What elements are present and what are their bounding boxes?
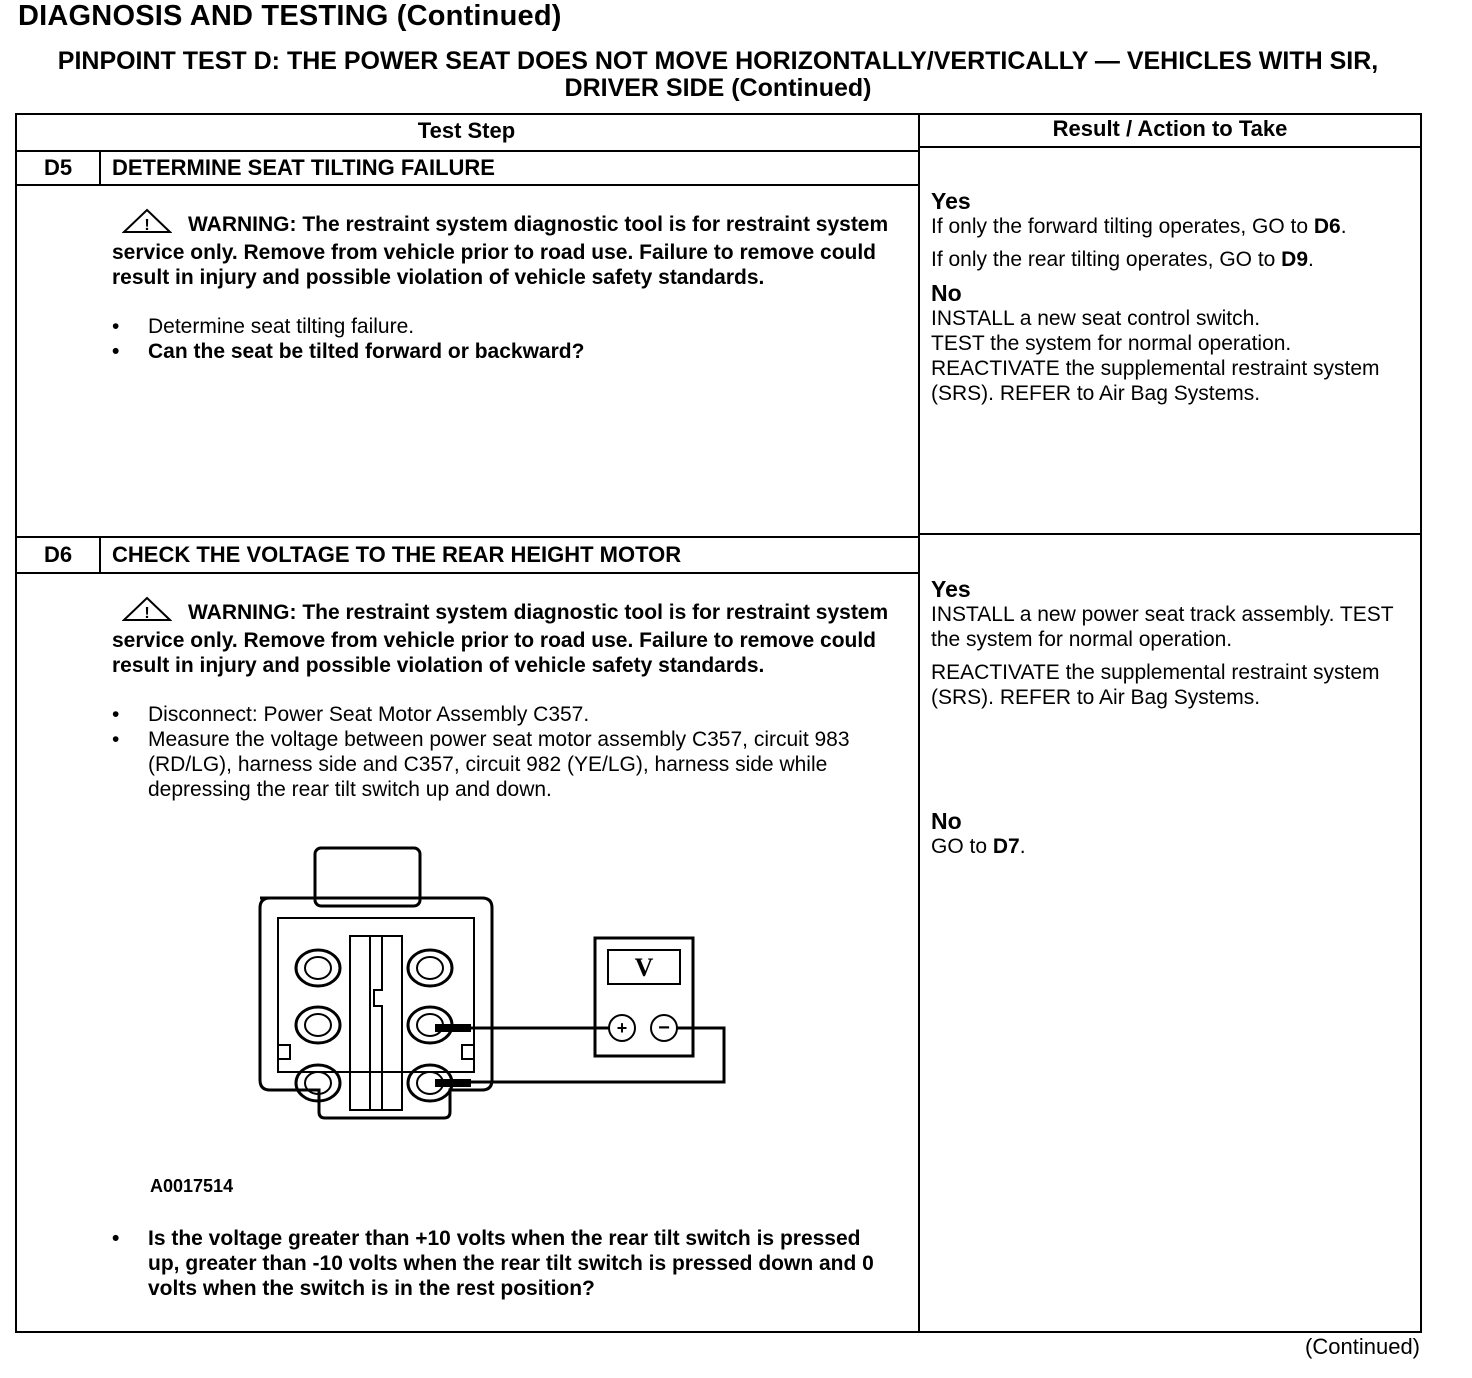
connector-voltmeter-diagram (230, 840, 740, 1170)
step-title-d5: DETERMINE SEAT TILTING FAILURE (112, 155, 495, 180)
header-rule-left (15, 150, 920, 152)
d5-result (931, 188, 1421, 406)
d5-yes-label: Yes (931, 188, 971, 214)
pinpoint-test-title: PINPOINT TEST D: THE POWER SEAT DOES NOT MOVE HORIZONTALLY/VERTICALLY — VEHICLES WITH SIR, DRIVER SIDE (Continued) (57, 47, 1379, 102)
svg-text:!: ! (144, 217, 150, 234)
step-title-d6: CHECK THE VOLTAGE TO THE REAR HEIGHT MOTOR (112, 542, 682, 567)
page-title: DIAGNOSIS AND TESTING (Continued) (18, 0, 562, 32)
header-test-step: Test Step (417, 118, 516, 143)
d6-question (112, 1226, 882, 1301)
d6-id-divider (99, 536, 101, 574)
warning-triangle-icon (122, 208, 172, 240)
plus-terminal-icon: + (616, 1018, 628, 1038)
meter-symbol: V (634, 953, 654, 982)
d5-title-rule (15, 184, 920, 186)
list-item: • Is the voltage greater than +10 volts when the rear tilt switch is pressed up, greater than -10 volts when the rear tilt switch is pressed down and 0 volts when the switch is in the rest position? (112, 1226, 882, 1301)
column-divider (918, 113, 920, 1333)
d6-result (931, 576, 1421, 718)
d6-bullets (112, 702, 902, 802)
list-item: • Determine seat tilting failure. (112, 314, 902, 339)
d6-yes-text1: INSTALL a new power seat track assembly. TEST the system for normal operation. (931, 603, 1394, 651)
header-result-action: Result / Action to Take (1052, 116, 1288, 141)
d6-no-text: GO to D7. (931, 835, 1026, 858)
list-item: • Disconnect: Power Seat Motor Assembly C357. (112, 702, 902, 727)
d5-warning-text: WARNING: The restraint system diagnostic tool is for restraint system service only. Remove from vehicle prior to road use. Failure to remove could result in injury and possible violation of vehicle safety standards. (112, 213, 889, 289)
figure-id: A0017514 (150, 1176, 234, 1196)
d5-no-text3: REACTIVATE the supplemental restraint system (SRS). REFER to Air Bag Systems. (931, 357, 1380, 405)
svg-text:!: ! (144, 605, 150, 622)
d5-id-divider (99, 150, 101, 186)
continued-label: (Continued) (1305, 1334, 1420, 1359)
d5-yes-line1: If only the forward tilting operates, GO to D6. (931, 215, 1347, 238)
d6-yes-text2: REACTIVATE the supplemental restraint system (SRS). REFER to Air Bag Systems. (931, 661, 1380, 709)
header-rule-right (918, 146, 1422, 148)
d5-no-label: No (931, 280, 962, 306)
row-rule-right (918, 533, 1422, 535)
d5-no-text2: TEST the system for normal operation. (931, 332, 1292, 355)
d6-no-result (931, 808, 1421, 859)
d5-no-text1: INSTALL a new seat control switch. (931, 307, 1261, 330)
d6-title-rule (15, 572, 920, 574)
d5-bullets (112, 314, 902, 364)
d6-warning (112, 596, 902, 678)
step-id-d5: D5 (43, 155, 73, 180)
d6-no-label: No (931, 808, 962, 834)
list-item: • Measure the voltage between power seat motor assembly C357, circuit 983 (RD/LG), harness side and C357, circuit 982 (YE/LG), harness side while depressing the rear tilt switch up and down. (112, 727, 902, 802)
warning-triangle-icon (122, 596, 172, 628)
d6-yes-label: Yes (931, 576, 971, 602)
minus-terminal-icon: − (658, 1017, 670, 1039)
list-item: • Can the seat be tilted forward or backward? (112, 339, 902, 364)
d5-yes-line2: If only the rear tilting operates, GO to D9. (931, 248, 1314, 271)
d5-warning (112, 208, 902, 290)
step-id-d6: D6 (43, 542, 73, 567)
row-rule-left (15, 536, 920, 538)
d6-warning-text: WARNING: The restraint system diagnostic tool is for restraint system service only. Remove from vehicle prior to road use. Failure to remove could result in injury and possible violation of vehicle safety standards. (112, 601, 889, 677)
